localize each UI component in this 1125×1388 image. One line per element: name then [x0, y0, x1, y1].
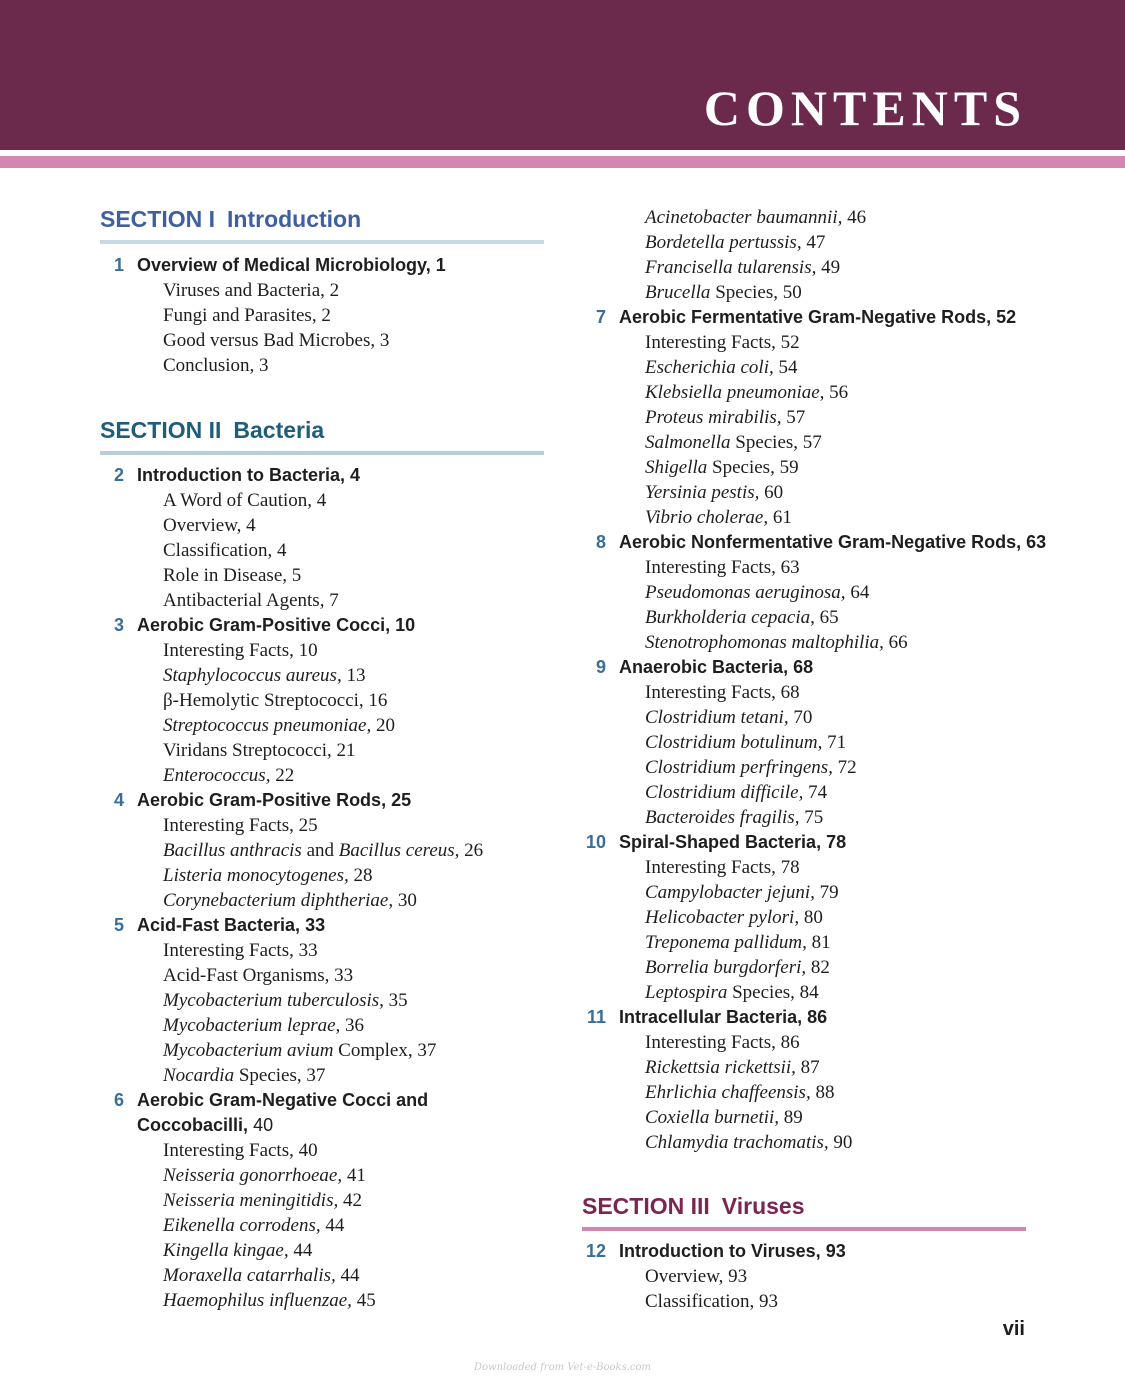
chapter-title-line [619, 655, 813, 680]
entry-italic: Staphylococcus aureus, [163, 665, 342, 686]
toc-entry[interactable] [163, 328, 389, 353]
section-label: SECTION I [100, 206, 216, 232]
chapter-number: 5 [113, 915, 124, 935]
entry-text: Antibacterial Agents, 7 [163, 590, 339, 611]
chapter-page: 25 [391, 790, 412, 810]
entry-text: 70 [793, 707, 813, 728]
entry-text: 57 [786, 407, 806, 428]
entry-text: 20 [376, 715, 395, 736]
entry-text: 87 [800, 1057, 820, 1078]
section-name: Viruses [721, 1193, 805, 1219]
entry-italic: Bacillus cereus, [338, 840, 460, 861]
entry-italic: Ehrlichia chaffeensis, [645, 1082, 811, 1103]
page-number: vii [1002, 1318, 1025, 1340]
chapter-page: 63 [1026, 532, 1047, 552]
chapter-title-line [619, 305, 1016, 330]
chapter-page: 33 [305, 915, 326, 935]
toc-entry[interactable] [645, 880, 839, 905]
entry-text: 28 [353, 865, 373, 886]
section-rule [100, 240, 544, 244]
chapter-number: 7 [595, 307, 606, 327]
entry-text: Species, 50 [715, 282, 802, 303]
toc-entry[interactable] [645, 730, 846, 755]
toc-entry[interactable] [163, 513, 256, 538]
section-name: Introduction [227, 206, 362, 232]
section-heading [100, 205, 544, 233]
entry-text: 89 [783, 1107, 803, 1128]
toc-entry[interactable] [645, 430, 822, 455]
toc-entry[interactable] [163, 1138, 318, 1163]
entry-italic: Enterococcus, [163, 765, 271, 786]
toc-entry[interactable] [163, 1238, 312, 1263]
toc-entry[interactable] [645, 380, 848, 405]
section-rule [100, 451, 544, 455]
chapter-title-line [137, 1088, 428, 1113]
entry-text: 45 [356, 1290, 376, 1311]
entry-italic: Stenotrophomonas maltophilia, [645, 632, 884, 653]
chapter-title-line [137, 1113, 273, 1138]
entry-text: 61 [772, 507, 792, 528]
page-title: CONTENTS [703, 80, 1027, 136]
title-banner [0, 0, 1125, 150]
entry-italic: Neisseria gonorrhoeae, [163, 1165, 343, 1186]
chapter-number: 1 [113, 255, 124, 275]
section-label: SECTION III [582, 1193, 710, 1219]
entry-italic: Acinetobacter baumannii, [645, 207, 843, 228]
toc-entry[interactable] [645, 1055, 820, 1080]
toc-entry[interactable] [645, 605, 839, 630]
toc-entry[interactable] [645, 480, 783, 505]
entry-italic: Bacillus anthracis [163, 840, 302, 861]
toc-entry[interactable] [163, 963, 353, 988]
chapter-number: 6 [113, 1090, 124, 1110]
toc-entry[interactable] [163, 563, 301, 588]
entry-italic: Rickettsia rickettsii, [645, 1057, 796, 1078]
toc-entry[interactable] [163, 278, 339, 303]
chapter-title-line [619, 1239, 846, 1264]
entry-italic: Coxiella burnetii, [645, 1107, 780, 1128]
entry-text: 35 [388, 990, 408, 1011]
entry-italic: Escherichia coli, [645, 357, 774, 378]
entry-italic: Mycobacterium tuberculosis, [163, 990, 384, 1011]
entry-text: 46 [847, 207, 867, 228]
entry-text: 66 [888, 632, 908, 653]
entry-text: 54 [778, 357, 798, 378]
toc-entry[interactable] [645, 230, 825, 255]
toc-entry[interactable] [163, 1288, 376, 1313]
chapter-page: 10 [395, 615, 416, 635]
chapter-title: Acid-Fast Bacteria, [137, 915, 301, 935]
entry-text: 49 [821, 257, 841, 278]
toc-entry[interactable] [163, 938, 318, 963]
entry-text: 79 [819, 882, 839, 903]
entry-text: 64 [850, 582, 870, 603]
toc-entry[interactable] [645, 905, 823, 930]
chapter-number: 4 [113, 790, 124, 810]
entry-text: 56 [829, 382, 849, 403]
chapter-title: Aerobic Gram-Positive Rods, [137, 790, 387, 810]
entry-italic: Leptospira [645, 982, 728, 1003]
toc-entry[interactable] [645, 1264, 747, 1289]
entry-italic: Vibrio cholerae, [645, 507, 769, 528]
toc-entry[interactable] [163, 353, 269, 378]
toc-entry[interactable] [163, 1063, 325, 1088]
chapter-title-line [619, 1005, 827, 1030]
entry-text: Species, 84 [732, 982, 819, 1003]
toc-entry[interactable] [645, 780, 827, 805]
entry-italic: Mycobacterium leprae, [163, 1015, 341, 1036]
entry-italic: Neisseria meningitidis, [163, 1190, 339, 1211]
chapter-title-continued: Coccobacilli, [137, 1115, 249, 1135]
entry-italic: Chlamydia trachomatis, [645, 1132, 829, 1153]
entry-italic: Moraxella catarrhalis, [163, 1265, 336, 1286]
chapter-title: Aerobic Gram-Negative Cocci and [137, 1090, 429, 1110]
chapter-page: 4 [350, 465, 361, 485]
chapter-page: 1 [435, 255, 446, 275]
chapter-title: Introduction to Viruses, [619, 1241, 821, 1261]
chapter-page: 78 [826, 832, 847, 852]
entry-italic: Clostridium tetani, [645, 707, 789, 728]
toc-entry[interactable] [645, 755, 857, 780]
entry-text: Interesting Facts, 86 [645, 1032, 800, 1053]
chapter-title: Anaerobic Bacteria, [619, 657, 789, 677]
chapter-page: 68 [793, 657, 814, 677]
entry-text: 36 [345, 1015, 365, 1036]
toc-entry[interactable] [163, 713, 395, 738]
entry-text: Classification, 93 [645, 1291, 778, 1312]
entry-text: Conclusion, 3 [163, 355, 269, 376]
entry-text: 81 [811, 932, 831, 953]
entry-text: 30 [397, 890, 417, 911]
entry-italic: Mycobacterium avium [163, 1040, 334, 1061]
chapter-number: 2 [113, 465, 124, 485]
entry-italic: Brucella [645, 282, 711, 303]
entry-italic: Kingella kingae, [163, 1240, 289, 1261]
entry-italic: Clostridium difficile, [645, 782, 804, 803]
entry-italic: Yersinia pestis, [645, 482, 760, 503]
entry-text: Acid-Fast Organisms, 33 [163, 965, 354, 986]
chapter-page: 86 [807, 1007, 828, 1027]
chapter-page: 40 [253, 1115, 274, 1135]
chapter-number: 10 [585, 832, 606, 852]
chapter-title-line [619, 830, 846, 855]
entry-italic: Salmonella [645, 432, 731, 453]
toc-entry[interactable] [645, 405, 805, 430]
toc-entry[interactable] [645, 280, 802, 305]
chapter-title: Spiral-Shaped Bacteria, [619, 832, 822, 852]
watermark: Downloaded from Vet-e-Books.com [473, 1362, 652, 1373]
toc-entry[interactable] [163, 738, 356, 763]
banner-divider [0, 156, 1125, 168]
toc-entry[interactable] [163, 1163, 366, 1188]
entry-text: Interesting Facts, 63 [645, 557, 800, 578]
toc-entry[interactable] [163, 988, 408, 1013]
chapter-title-line [137, 913, 325, 938]
entry-italic: Bacteroides fragilis, [645, 807, 800, 828]
toc-entry[interactable] [163, 1213, 344, 1238]
chapter-title: Aerobic Nonfermentative Gram-Negative Rods, [619, 532, 1022, 552]
entry-text: A Word of Caution, 4 [163, 490, 327, 511]
entry-text: β-Hemolytic Streptococci, 16 [163, 690, 388, 711]
chapter-page: 52 [996, 307, 1017, 327]
toc-entry[interactable] [645, 955, 830, 980]
entry-text: 47 [806, 232, 826, 253]
entry-text: Complex, 37 [338, 1040, 437, 1061]
entry-text: Species, 59 [712, 457, 799, 478]
chapter-page: 93 [825, 1241, 846, 1261]
entry-italic: Borrelia burgdorferi, [645, 957, 807, 978]
toc-entry[interactable] [645, 205, 866, 230]
toc-entry[interactable] [645, 1030, 800, 1055]
entry-text: Interesting Facts, 78 [645, 857, 800, 878]
toc-entry[interactable] [645, 555, 800, 580]
entry-italic: Eikenella corrodens, [163, 1215, 321, 1236]
entry-text: 44 [325, 1215, 345, 1236]
toc-entry[interactable] [645, 855, 800, 880]
entry-italic: Helicobacter pylori, [645, 907, 800, 928]
entry-text: Interesting Facts, 40 [163, 1140, 318, 1161]
toc-entry[interactable] [163, 1013, 364, 1038]
entry-text: Interesting Facts, 33 [163, 940, 318, 961]
toc-entry[interactable] [163, 763, 294, 788]
entry-text: Classification, 4 [163, 540, 287, 561]
chapter-number: 8 [595, 532, 606, 552]
entry-text: Interesting Facts, 52 [645, 332, 800, 353]
entry-text: Overview, 4 [163, 515, 256, 536]
toc-entry[interactable] [645, 1130, 852, 1155]
section-name: Bacteria [233, 417, 325, 443]
toc-entry[interactable] [645, 255, 840, 280]
toc-entry[interactable] [163, 638, 318, 663]
entry-text: Viridans Streptococci, 21 [163, 740, 356, 761]
chapter-number: 3 [113, 615, 124, 635]
entry-italic: Campylobacter jejuni, [645, 882, 815, 903]
entry-italic: Haemophilus influenzae, [163, 1290, 352, 1311]
entry-text: 22 [275, 765, 295, 786]
entry-text: 71 [827, 732, 847, 753]
entry-text: 72 [837, 757, 857, 778]
chapter-title: Aerobic Fermentative Gram-Negative Rods, [619, 307, 992, 327]
entry-italic: Burkholderia cepacia, [645, 607, 815, 628]
toc-entry[interactable] [163, 813, 318, 838]
toc-entry[interactable] [645, 980, 819, 1005]
entry-text: Interesting Facts, 10 [163, 640, 318, 661]
chapter-title: Introduction to Bacteria, [137, 465, 346, 485]
entry-italic: Clostridium perfringens, [645, 757, 833, 778]
toc-entry[interactable] [645, 455, 799, 480]
entry-italic: Nocardia [163, 1065, 235, 1086]
entry-italic: Corynebacterium diphtheriae, [163, 890, 394, 911]
entry-text: 60 [764, 482, 784, 503]
chapter-title-line [137, 613, 415, 638]
section-heading [582, 1192, 1026, 1220]
chapter-title-line [619, 530, 1046, 555]
section-label: SECTION II [100, 417, 222, 443]
entry-italic: Klebsiella pneumoniae, [645, 382, 825, 403]
chapter-title: Intracellular Bacteria, [619, 1007, 803, 1027]
toc-entry[interactable] [645, 1289, 778, 1314]
entry-text: Overview, 93 [645, 1266, 748, 1287]
entry-italic: Shigella [645, 457, 708, 478]
toc-entry[interactable] [645, 330, 800, 355]
entry-text: 13 [346, 665, 366, 686]
toc-entry[interactable] [645, 930, 831, 955]
toc-entry[interactable] [163, 663, 365, 688]
entry-text: 75 [804, 807, 824, 828]
toc-entry[interactable] [163, 838, 483, 863]
chapter-number: 11 [586, 1007, 606, 1027]
toc-entry[interactable] [645, 355, 798, 380]
toc-entry[interactable] [163, 1188, 362, 1213]
toc-entry[interactable] [163, 1038, 436, 1063]
entry-text: Interesting Facts, 68 [645, 682, 800, 703]
toc-entry[interactable] [163, 588, 339, 613]
entry-text: Fungi and Parasites, 2 [163, 305, 331, 326]
toc-entry[interactable] [645, 805, 823, 830]
toc-entry[interactable] [163, 1263, 360, 1288]
toc-entry[interactable] [645, 680, 800, 705]
toc-entry[interactable] [645, 505, 792, 530]
entry-italic: Listeria monocytogenes, [163, 865, 349, 886]
toc-entry[interactable] [645, 1080, 834, 1105]
section-rule [582, 1227, 1026, 1231]
toc-entry[interactable] [645, 630, 908, 655]
chapter-number: 12 [585, 1241, 606, 1261]
entry-text: Interesting Facts, 25 [163, 815, 318, 836]
entry-italic: Streptococcus pneumoniae, [163, 715, 372, 736]
toc-entry[interactable] [645, 1105, 803, 1130]
entry-text: 42 [342, 1190, 362, 1211]
toc-entry[interactable] [645, 705, 812, 730]
entry-italic: Francisella tularensis, [645, 257, 817, 278]
toc-entry[interactable] [163, 488, 326, 513]
chapter-title-line [137, 788, 411, 813]
entry-text: Viruses and Bacteria, 2 [163, 280, 340, 301]
entry-text: Species, 57 [735, 432, 822, 453]
entry-text: Good versus Bad Microbes, 3 [163, 330, 390, 351]
entry-text: 44 [340, 1265, 360, 1286]
chapter-title: Aerobic Gram-Positive Cocci, [137, 615, 391, 635]
entry-text: 74 [808, 782, 828, 803]
chapter-number: 9 [595, 657, 606, 677]
entry-text: 80 [803, 907, 823, 928]
toc-entry[interactable] [163, 538, 286, 563]
entry-text: 90 [833, 1132, 853, 1153]
entry-text: 82 [810, 957, 830, 978]
toc-entry[interactable] [163, 303, 331, 328]
entry-text: 65 [819, 607, 839, 628]
entry-text: 26 [464, 840, 484, 861]
toc-entry[interactable] [163, 888, 417, 913]
entry-text: 44 [293, 1240, 313, 1261]
entry-italic: Clostridium botulinum, [645, 732, 823, 753]
entry-text: Role in Disease, 5 [163, 565, 302, 586]
entry-text: Species, 37 [238, 1065, 326, 1086]
toc-entry[interactable] [645, 580, 869, 605]
entry-italic: Bordetella pertussis, [645, 232, 802, 253]
chapter-title-line [137, 463, 360, 488]
entry-italic: Pseudomonas aeruginosa, [645, 582, 846, 603]
entry-italic: Treponema pallidum, [645, 932, 807, 953]
toc-entry[interactable] [163, 863, 373, 888]
section-heading [100, 416, 544, 444]
entry-text: 41 [346, 1165, 366, 1186]
entry-text: 88 [815, 1082, 835, 1103]
chapter-title-line [137, 253, 446, 278]
entry-italic: Proteus mirabilis, [645, 407, 782, 428]
entry-text: and [306, 840, 334, 861]
chapter-title: Overview of Medical Microbiology, [137, 255, 431, 275]
toc-entry[interactable] [163, 688, 387, 713]
